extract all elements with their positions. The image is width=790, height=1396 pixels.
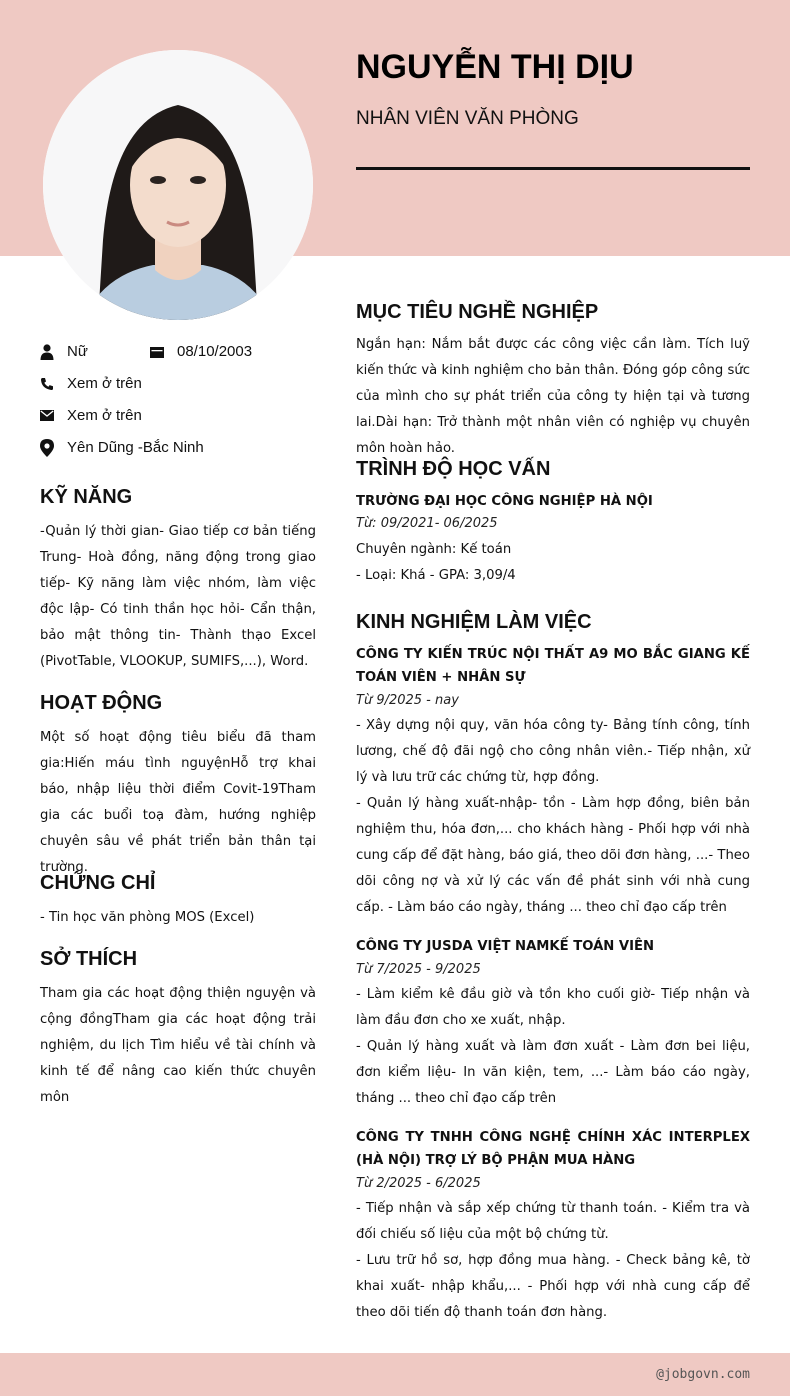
job-3-duty-2: - Lưu trữ hồ sơ, hợp đồng mua hàng. - Check bảng kê, tờ khai xuất- nhập khẩu,... - Phối hợp với nhà cung cấp để theo dõi tiến độ thanh toán đơn hàng. [356,1253,750,1320]
address-value: Yên Dũng -Bắc Ninh [67,439,204,456]
education-grade: - Loại: Khá - GPA: 3,09/4 [356,568,516,583]
gender-row [40,343,88,360]
objective-text: Ngắn hạn: Nắm bắt được các công việc cần làm. Tích luỹ kiến thức và kinh nghiệm cho bản thân. Đóng góp công sức của mình cho sự phát triển của công ty hiện tại và tương lai.Dài hạn: Trở thành một nhân viên có nghiệp vụ chuyên môn hoàn hảo. [356,337,750,456]
email-row [40,407,142,424]
skills-text: -Quản lý thời gian- Giao tiếp cơ bản tiếng Trung- Hoà đồng, năng động trong giao tiếp- Kỹ năng làm việc nhóm, làm việc độc lập- Có tinh thần học hỏi- Cẩn thận, bảo mật thông tin- Thành thạo Excel (PivotTable, VLOOKUP, SUMIFS,...), Word. [40,524,316,669]
portrait-image [43,50,313,320]
certificates-text: - Tin học văn phòng MOS (Excel) [40,910,255,925]
job-2-duty-2: - Quản lý hàng xuất và làm đơn xuất - Làm đơn bei liệu, đơn kiểm liệu- In văn kiện, tem, ...- Làm báo cáo ngày, tháng ... theo chỉ đạo cấp trên [356,1039,750,1106]
mail-icon [40,408,54,424]
birthdate-row [150,343,252,360]
hobbies-heading: SỞ THÍCH [40,948,138,970]
hobbies-text: Tham gia các hoạt động thiện nguyện và cộng đồngTham gia các hoạt động trải nghiệm, du lịch Tìm hiểu về tài chính và kinh tế để nâng cao kiến thức chuyên môn [40,986,316,1105]
job-2-duty-1: - Làm kiểm kê đầu giờ và tồn kho cuối giờ- Tiếp nhận và làm đầu đơn cho xe xuất, nhập. [356,987,750,1028]
job-3-duty-1: - Tiếp nhận và sắp xếp chứng từ thanh toán. - Kiểm tra và đối chiếu số liệu của một bộ chứng từ. [356,1201,750,1242]
education-major: Chuyên ngành: Kế toán [356,542,512,557]
activities-heading: HOẠT ĐỘNG [40,692,163,714]
address-row [40,439,204,456]
profile-photo [43,50,313,320]
certificates-heading: CHỨNG CHỈ [40,872,156,894]
education-heading: TRÌNH ĐỘ HỌC VẤN [356,458,551,480]
phone-value: Xem ở trên [67,375,142,392]
email-value: Xem ở trên [67,407,142,424]
job-1-company: CÔNG TY KIẾN TRÚC NỘI THẤT A9 MO BẮC GIANG KẾ TOÁN VIÊN + NHÂN SỰ [356,647,750,685]
candidate-name: NGUYỄN THỊ DỊU [356,48,634,86]
job-1-period: Từ 9/2025 - nay [356,693,459,708]
person-icon [40,344,54,360]
phone-row [40,375,142,392]
activities-text: Một số hoạt động tiêu biểu đã tham gia:Hiến máu tình nguyệnHỗ trợ khai báo, nhập liệu thời điểm Covit-19Tham gia các buổi toạ đàm, hướng nghiệp chuyên sâu về phát triển bản thân tại trường. [40,730,316,875]
gender-value: Nữ [67,343,88,360]
job-3-company: CÔNG TY TNHH CÔNG NGHỆ CHÍNH XÁC INTERPLEX (HÀ NỘI) TRỢ LÝ BỘ PHẬN MUA HÀNG [356,1130,750,1168]
job-2-company: CÔNG TY JUSDA VIỆT NAMKẾ TOÁN VIÊN [356,939,655,954]
job-1-duty-2: - Quản lý hàng xuất-nhập- tồn - Làm hợp đồng, biên bản nghiệm thu, hóa đơn,... cho khách hàng - Phối hợp với nhà cung cấp để đặt hàng, báo giá, theo dõi đơn hàng, ...- Theo dõi công nợ và xử lý các vấn đề phát sinh với nhà cung cấp. - Làm báo cáo ngày, tháng ... theo chỉ đạo cấp trên [356,796,750,915]
education-period: Từ: 09/2021- 06/2025 [356,516,498,531]
phone-icon [40,376,54,392]
footer-brand[interactable]: @jobgovn.com [656,1367,750,1382]
school-name: TRƯỜNG ĐẠI HỌC CÔNG NGHIỆP HÀ NỘI [356,494,653,509]
location-pin-icon [40,440,54,456]
job-3-period: Từ 2/2025 - 6/2025 [356,1176,481,1191]
birthdate-value: 08/10/2003 [177,343,253,360]
calendar-icon [150,344,164,360]
title-divider [356,167,750,170]
job-title: NHÂN VIÊN VĂN PHÒNG [356,108,579,129]
job-2-period: Từ 7/2025 - 9/2025 [356,962,481,977]
skills-heading: KỸ NĂNG [40,486,133,508]
experience-heading: KINH NGHIỆM LÀM VIỆC [356,611,592,633]
job-1-duty-1: - Xây dựng nội quy, văn hóa công ty- Bảng tính công, tính lương, chế độ đãi ngộ cho công nhân viên.- Tiếp nhận, xử lý và lưu trữ các chứng từ, hợp đồng. [356,718,750,785]
objective-heading: MỤC TIÊU NGHỀ NGHIỆP [356,301,599,323]
